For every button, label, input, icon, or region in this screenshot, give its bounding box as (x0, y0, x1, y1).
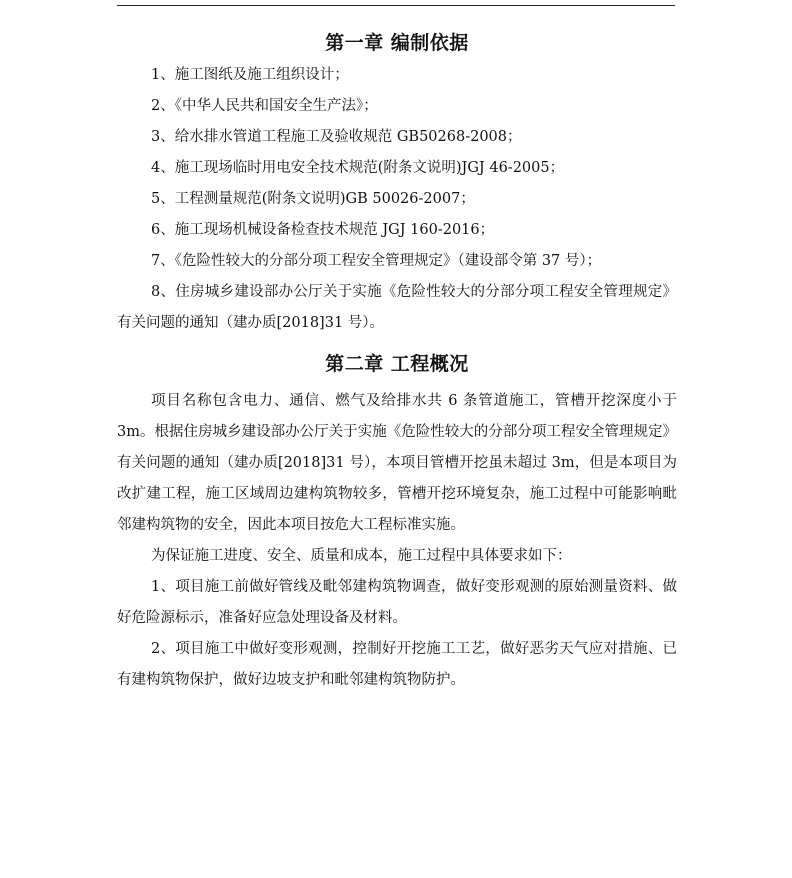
reference-item-3: 3、给水排水管道工程施工及验收规范 GB50268-2008； (151, 129, 522, 145)
reference-item-5: 5、工程测量规范(附条文说明)GB 50026-2007； (151, 191, 475, 207)
reference-item-7: 7、《危险性较大的分部分项工程安全管理规定》（建设部令第 37 号）； (151, 253, 602, 269)
requirements-intro: 为保证施工进度、安全、质量和成本，施工过程中具体要求如下： (151, 548, 572, 564)
overview-paragraph: 项目名称包含电力、通信、燃气及给排水共 6 条管道施工，管槽开挖深度小于 3m。根据住房城乡建设部办公厅关于实施《危险性较大的分部分项工程安全管理规定》有关问题的通知（建办质[2018]31 号），本项目管槽开挖虽未超过 3m，但是本项目为改扩建工程，施工区域周边建构筑物较多，管槽开挖环境复杂，施工过程中可能影响毗邻建构筑物的安全，因此本项目按危大工程标准实施。 (117, 393, 677, 533)
chapter-2-heading: 第二章 工程概况 (325, 353, 469, 375)
page-top-rule (117, 5, 675, 6)
reference-item-1: 1、施工图纸及施工组织设计； (151, 67, 349, 83)
reference-item-2: 2、《中华人民共和国安全生产法》； (151, 98, 378, 114)
reference-item-8: 8、住房城乡建设部办公厅关于实施《危险性较大的分部分项工程安全管理规定》有关问题的通知（建办质[2018]31 号）。 (117, 284, 677, 331)
reference-item-6: 6、施工现场机械设备检查技术规范 JGJ 160-2016； (151, 222, 495, 238)
project-overview (117, 386, 677, 696)
document-body (117, 26, 677, 696)
chapter-1-heading: 第一章 编制依据 (325, 32, 469, 54)
requirement-item-2: 2、项目施工中做好变形观测，控制好开挖施工工艺，做好恶劣天气应对措施、已有建构筑物保护，做好边坡支护和毗邻建构筑物防护。 (117, 641, 677, 688)
requirement-item-1: 1、项目施工前做好管线及毗邻建构筑物调查，做好变形观测的原始测量资料、做好危险源标示，准备好应急处理设备及材料。 (117, 579, 677, 626)
reference-item-4: 4、施工现场临时用电安全技术规范(附条文说明)JGJ 46-2005； (151, 160, 565, 176)
reference-list (117, 60, 677, 339)
